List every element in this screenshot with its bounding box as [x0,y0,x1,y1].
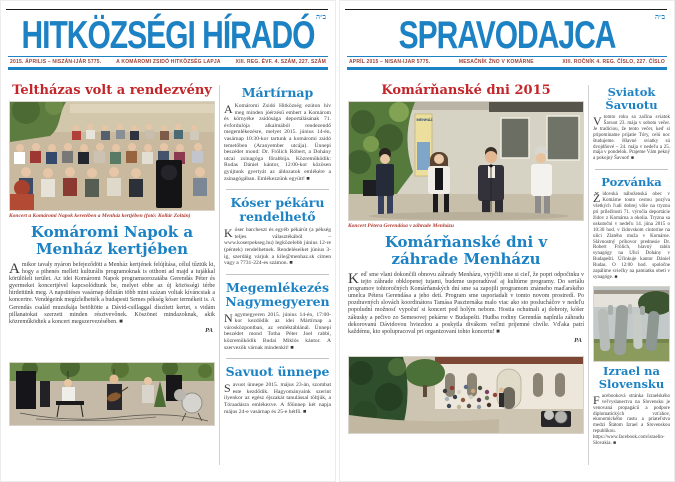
crowd-audience-photo-art [10,102,214,210]
menhaz-courtyard-photo-art [349,357,583,433]
section-izrael-na-slovensku [593,365,670,447]
hebrew-bh-mark: ב״ה [315,13,326,21]
performers-group-photo-art [349,102,583,220]
section-body: Nagymegyeren 2015. június 14-én, 17:00-kor kezdődik az idei Mártírnap a városközpontban, az emléktáblánál. Ünnepi beszédet mond Totha Péter Joel rabbi, közreműködik Budai Miklós kántor. A szervezők várnak mindenkit! ■ [224,310,331,351]
section-savuot [224,365,331,415]
section-body: Kóser barcheszt és egyéb pékárút (a pékség teljes választékából – www.koserpekseg.hu) legközelebb június 12-re (péntek) rendelhetnek. Rendeléseiket június 3-ig, szerdáig várjuk a kile@menhaz.sk címen vagy a 7731-224-es számon. ■ [224,226,331,267]
lead-headline: Komárňanské dni 2015 [381,83,551,98]
performers-group-photo [348,101,584,221]
article-title: Komáromi Napok a Menház kertjében [30,223,194,258]
main-column [348,81,584,434]
dateline-publisher: MESAČNÍK ŽNO V KOMÁRNE [458,59,534,65]
jewish-cemetery-photo-art [594,287,669,361]
crowd-audience-photo [9,101,215,211]
article-body: Amikor tavaly nyáron befejeződött a Menház kertjének felújítása, célul tűztük ki, hogy a pihenés mellett kulturális programoknak is otthont ad majd a tujákkal körülölelt terület. Az idei Komáromi Napok programsorozatába Gerendás Péter és gyermekei koncertjével kapcsolódtunk be, melyet ebbe az új közösségi térbe hirdettünk meg. A napsütéses vasárnap délután több mint százan voltak kíváncsiak a koncertre. Vendégeink megízlelhették a budapesti Semes pékség kóser termékeit is. A Gerendás család muzsikája betöltötte a Dávid-csillaggal díszített kertet, s vidám pillanatokat szerzett minden résztvevőnek. Köszönet mindazoknak, akik közreműködtek a koncert megszervezésében. ■ [9,261,215,325]
column-divider [588,85,589,465]
dateline-bar [347,56,667,70]
lead-headline: Teltházas volt a rendezvény [12,83,212,98]
divider [226,189,329,190]
section-title: Pozvánka [601,175,662,190]
band-concert-photo [9,362,215,426]
section-martirnap [224,86,331,182]
article-byline: PA [205,326,213,334]
masthead-hitkozsegi-hirado: HITKÖZSÉGI HÍRADÓ [21,14,315,57]
divider [226,274,329,275]
section-title: Sviatok Šavuotu [605,85,658,112]
article-title: Komárňanské dni v záhrade Menházu [384,233,548,268]
section-body: Vtomto roku sa začína sviatok Šavuot 23. mája v sobotu večer. Je tradíciou, že tento večer, keď si pripomíname prijatie Tóry, celú noc študujeme. Hlavné sviatky sú dvojdňové – 24. mája v nedeľu a 25. mája v pondelok. Prajeme Vám pekný a pokojný Šavuot! ■ [593,114,670,162]
section-body: Židovská náboženská obec v Komárne touto cestou pozýva všetkých ľudí dobrej vôle na tryznu pri príležitosti 71. výročia deportácie židov z Komárna a okolia. Tryzna sa uskutoční v nedeľu 14. júna 2015 o 10:30 hod. v židovskom cintoríne na ulici Zlatého muža v Komárne. Slávnostný príhovor prednesie Dr. Robert Frölich, hlavný rabín synagógy na Ulici Dohány v Budapešti. Účinkuje kantor Dániel Rudas. O 12:00 hod. spoločne zapálime sviečky na pamiatku obetí v synagóge. ■ [593,191,670,280]
section-body: AKomáromi Zsidó Hitközség ezúton hív meg minden jóérzésű embert a Komárom és környéke zsidósága deportálásának 71. évfordulója alkalmából rendezendő megemlékezésre, melyet 2015. június 14-én, vasárnap 10:30-kor tartunk a komáromi zsidó temetőben (Aranyember utcája). Ünnepi beszédet mond: Dr. Frölich Róbert, a Dohány utcai zsinagóga főrabbija. Közreműködik: Rudas Dániel kántor, 12:00-kor közösen gyújtunk gyertyát az áldozatok emlékére a zsinagógában. Emlékezzünk együtt! ■ [224,102,331,182]
section-body: Savuot ünnepe 2015. május 23-án, szombat este kezdődik. Hagyományaink szerint ilyenkor az egész éjszakát tanulással töltjük, a Tóraadásra emlékezve. A főünnep két napja május 24-e vasárnap és 25-e hétfő. ■ [224,381,331,415]
divider [595,169,668,170]
top-rule [345,9,667,10]
page-slovak [339,0,675,482]
divider [226,358,329,359]
band-concert-photo-art [10,363,214,425]
top-rule [6,9,328,10]
section-title: Izrael na Slovensku [598,363,665,391]
section-body: Facebooková stránka Izraelského veľvyslanectva na Slovensku je venovaná propagácii a podpore diplomatických vzťahov, ekonomického rastu a priateľstva medzi Štátom Izrael a Slovenskou republikou. https://www.facebook.com/israelin-Slovakia. ■ [593,392,670,447]
section-title: Megemlékezés Nagymegyeren [225,279,330,309]
news-column [593,83,670,447]
article-byline: PA [574,336,582,344]
page-hungarian [0,0,336,482]
photo-caption: Koncert Pétera Gerendása v záhrade Menházu [348,223,454,229]
section-megemlekezes [224,281,331,352]
article-body: Keď sme vlani dokončili obnovu záhrady Menházu, vytýčili sme si cieľ, že popri odpočinku v tejto záhrade obklopenej tujami, budeme usporadúvať aj kultúrne programy. Do seriálu programov tohtoročných Komárňanských dní sme sa zapojili programom známeho maďarského umelca Pétera Gerendása a jeho detí. Program sme usporiadali v tomto novom prostredí. Po pozdravných slovách koordinátora Tamása Paszternáka malo viac ako sto poslucháčov v nedeľu popoludní možnosť vypočuť si koncert pod holým nebom. Hostia ochutnali aj dobroty, kóšer zákusky a pečivo zo Semesovej pekárne v Budapešti. Hudba rodiny Gerendás naplnila záhradu dekorovanú Dávidovou hviezdou a poskytla divákom veľmi príjemné chvíle. Vďaka patrí každému, kto spolupracoval pri organizovaní tohto koncertu! ■ [348,271,584,335]
dateline-issue: XIII. ROČNÍK 4. REG. ČÍSLO, 227. ČÍSLO [562,59,665,65]
dateline-publisher: A KOMÁROMI ZSIDÓ HITKÖZSÉG LAPJA [116,59,221,65]
dateline-bar [8,56,328,70]
section-title: Kóser pékáru rendelhető [230,195,325,225]
main-column [9,81,215,426]
column-divider [219,85,220,465]
section-pozvanka [593,176,670,281]
masthead-spravodajca: SPRAVODAJCA [398,14,616,57]
jewish-cemetery-photo [593,286,670,362]
news-column [224,83,331,415]
dateline-date: APRÍL 2015 – NISAN-IJAR 5775. [349,59,431,65]
photo-caption: Koncert a Komáromi Napok keretében a Menház kertjében (fotó: Kollár Zoltán) [9,213,191,219]
menhaz-courtyard-photo [348,356,584,434]
section-sviatok-savuotu [593,86,670,162]
section-koser-pekaru [224,196,331,267]
dateline-issue: XIII. REG. ÉVF. 4. SZÁM, 227. SZÁM [235,59,326,65]
dateline-date: 2015. ÁPRILIS – NISZÁN-IJÁR 5775. [10,59,102,65]
menhaz-banner-text: MENHÁZ [416,118,433,122]
hebrew-bh-mark: ב״ה [654,13,665,21]
section-title: Mártírnap [241,85,314,100]
section-title: Savuot ünnepe [225,364,330,380]
